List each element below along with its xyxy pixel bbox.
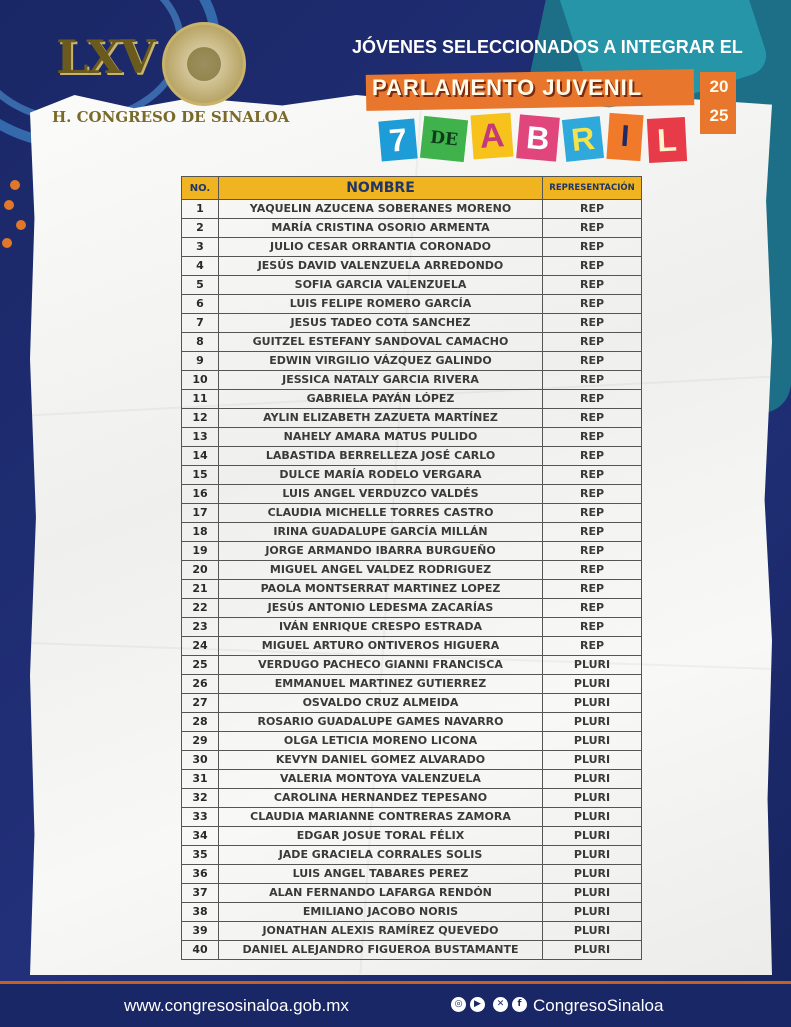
table-row: [182, 276, 642, 295]
row-number: 3: [182, 238, 219, 257]
row-number: 17: [182, 504, 219, 523]
table-row: [182, 466, 642, 485]
row-number: 34: [182, 827, 219, 846]
row-number: 31: [182, 770, 219, 789]
table-row: [182, 656, 642, 675]
row-number: 40: [182, 941, 219, 960]
orange-dot: [4, 200, 14, 210]
event-title: PARLAMENTO JUVENIL: [372, 75, 643, 100]
row-number: 2: [182, 219, 219, 238]
row-representation: PLURI: [543, 903, 642, 922]
row-name: DULCE MARÍA RODELO VERGARA: [219, 466, 543, 485]
row-name: OLGA LETICIA MORENO LICONA: [219, 732, 543, 751]
row-name: CAROLINA HERNANDEZ TEPESANO: [219, 789, 543, 808]
social-handle[interactable]: CongresoSinaloa: [533, 996, 664, 1015]
table-row: [182, 580, 642, 599]
table-row: [182, 238, 642, 257]
row-name: LABASTIDA BERRELLEZA JOSÉ CARLO: [219, 447, 543, 466]
table-row: [182, 846, 642, 865]
row-number: 37: [182, 884, 219, 903]
table-row: [182, 257, 642, 276]
table-row: [182, 295, 642, 314]
table-row: [182, 751, 642, 770]
year-bottom: 25: [709, 106, 729, 125]
row-representation: REP: [543, 447, 642, 466]
table-row: [182, 200, 642, 219]
column-header-number: NO.: [182, 177, 219, 200]
table-row: [182, 561, 642, 580]
row-name: IRINA GUADALUPE GARCÍA MILLÁN: [219, 523, 543, 542]
row-number: 25: [182, 656, 219, 675]
row-representation: REP: [543, 580, 642, 599]
row-number: 8: [182, 333, 219, 352]
table-row: [182, 371, 642, 390]
state-seal-icon: [162, 22, 246, 106]
row-number: 7: [182, 314, 219, 333]
table-row: [182, 219, 642, 238]
row-number: 32: [182, 789, 219, 808]
row-representation: PLURI: [543, 732, 642, 751]
row-number: 19: [182, 542, 219, 561]
table-row: [182, 808, 642, 827]
table-row: [182, 713, 642, 732]
row-name: JULIO CESAR ORRANTIA CORONADO: [219, 238, 543, 257]
table-row: [182, 941, 642, 960]
row-representation: PLURI: [543, 770, 642, 789]
row-representation: REP: [543, 333, 642, 352]
x-icon[interactable]: ✕: [493, 997, 508, 1012]
row-representation: REP: [543, 599, 642, 618]
orange-dot: [2, 238, 12, 248]
row-name: EDGAR JOSUE TORAL FÉLIX: [219, 827, 543, 846]
row-number: 33: [182, 808, 219, 827]
table-row: [182, 599, 642, 618]
date-day: 7: [378, 119, 417, 162]
row-number: 10: [182, 371, 219, 390]
table-row: [182, 884, 642, 903]
row-number: 20: [182, 561, 219, 580]
row-name: EMMANUEL MARTINEZ GUTIERREZ: [219, 675, 543, 694]
row-number: 14: [182, 447, 219, 466]
row-name: MIGUEL ARTURO ONTIVEROS HIGUERA: [219, 637, 543, 656]
table-row: [182, 504, 642, 523]
row-representation: REP: [543, 542, 642, 561]
row-name: SOFIA GARCIA VALENZUELA: [219, 276, 543, 295]
row-number: 1: [182, 200, 219, 219]
row-number: 12: [182, 409, 219, 428]
table-row: [182, 865, 642, 884]
table-row: [182, 409, 642, 428]
row-representation: PLURI: [543, 789, 642, 808]
row-representation: REP: [543, 257, 642, 276]
row-representation: PLURI: [543, 846, 642, 865]
row-number: 13: [182, 428, 219, 447]
row-name: GABRIELA PAYÁN LÓPEZ: [219, 390, 543, 409]
date-month-letter: R: [562, 116, 604, 162]
row-name: CLAUDIA MICHELLE TORRES CASTRO: [219, 504, 543, 523]
congress-logo: [44, 22, 290, 132]
row-number: 16: [182, 485, 219, 504]
table-row: [182, 827, 642, 846]
row-number: 28: [182, 713, 219, 732]
column-header-name: NOMBRE: [219, 177, 543, 200]
row-representation: REP: [543, 561, 642, 580]
table-row: [182, 903, 642, 922]
row-name: JESSICA NATALY GARCIA RIVERA: [219, 371, 543, 390]
row-representation: PLURI: [543, 922, 642, 941]
row-representation: PLURI: [543, 751, 642, 770]
table-row: [182, 618, 642, 637]
year-top: 20: [709, 77, 729, 96]
legislature-number: LXV: [56, 30, 154, 84]
row-representation: REP: [543, 390, 642, 409]
row-representation: REP: [543, 371, 642, 390]
row-representation: REP: [543, 276, 642, 295]
date-month-letter: A: [471, 113, 514, 160]
row-name: PAOLA MONTSERRAT MARTINEZ LOPEZ: [219, 580, 543, 599]
row-representation: PLURI: [543, 941, 642, 960]
row-number: 21: [182, 580, 219, 599]
table-row: [182, 485, 642, 504]
row-representation: PLURI: [543, 675, 642, 694]
table-row: [182, 675, 642, 694]
row-name: LUIS ANGEL VERDUZCO VALDÉS: [219, 485, 543, 504]
row-representation: PLURI: [543, 656, 642, 675]
row-name: DANIEL ALEJANDRO FIGUEROA BUSTAMANTE: [219, 941, 543, 960]
row-representation: REP: [543, 504, 642, 523]
row-number: 24: [182, 637, 219, 656]
table-body: [182, 200, 642, 960]
row-name: JONATHAN ALEXIS RAMÍREZ QUEVEDO: [219, 922, 543, 941]
table-row: [182, 523, 642, 542]
row-name: KEVYN DANIEL GOMEZ ALVARADO: [219, 751, 543, 770]
table-row: [182, 732, 642, 751]
row-representation: PLURI: [543, 827, 642, 846]
row-name: LUIS FELIPE ROMERO GARCÍA: [219, 295, 543, 314]
table-row: [182, 637, 642, 656]
table-row: [182, 922, 642, 941]
row-number: 26: [182, 675, 219, 694]
table-row: [182, 390, 642, 409]
table-row: [182, 352, 642, 371]
row-representation: REP: [543, 238, 642, 257]
facebook-icon[interactable]: f: [512, 997, 527, 1012]
row-number: 15: [182, 466, 219, 485]
row-name: OSVALDO CRUZ ALMEIDA: [219, 694, 543, 713]
header-subtitle: JÓVENES SELECCIONADOS A INTEGRAR EL: [352, 37, 743, 57]
row-name: GUITZEL ESTEFANY SANDOVAL CAMACHO: [219, 333, 543, 352]
row-name: JESÚS ANTONIO LEDESMA ZACARÍAS: [219, 599, 543, 618]
row-name: EDWIN VIRGILIO VÁZQUEZ GALINDO: [219, 352, 543, 371]
row-number: 30: [182, 751, 219, 770]
selected-youth-table: [181, 176, 642, 960]
table-row: [182, 542, 642, 561]
row-representation: REP: [543, 523, 642, 542]
date-month-letter: I: [606, 113, 643, 161]
table-row: [182, 447, 642, 466]
row-name: CLAUDIA MARIANNE CONTRERAS ZAMORA: [219, 808, 543, 827]
row-number: 11: [182, 390, 219, 409]
row-representation: REP: [543, 466, 642, 485]
row-representation: PLURI: [543, 713, 642, 732]
row-name: VALERIA MONTOYA VALENZUELA: [219, 770, 543, 789]
row-name: JADE GRACIELA CORRALES SOLIS: [219, 846, 543, 865]
row-name: EMILIANO JACOBO NORIS: [219, 903, 543, 922]
row-number: 29: [182, 732, 219, 751]
row-representation: REP: [543, 314, 642, 333]
row-representation: REP: [543, 637, 642, 656]
row-name: MIGUEL ANGEL VALDEZ RODRIGUEZ: [219, 561, 543, 580]
row-representation: REP: [543, 409, 642, 428]
row-name: IVÁN ENRIQUE CRESPO ESTRADA: [219, 618, 543, 637]
youtube-icon[interactable]: ▶: [470, 997, 485, 1012]
date-de: DE: [420, 116, 468, 162]
row-representation: REP: [543, 295, 642, 314]
row-number: 22: [182, 599, 219, 618]
row-name: JESÚS DAVID VALENZUELA ARREDONDO: [219, 257, 543, 276]
row-number: 35: [182, 846, 219, 865]
row-representation: REP: [543, 485, 642, 504]
date-month-letter: L: [647, 117, 687, 163]
row-number: 6: [182, 295, 219, 314]
row-name: JORGE ARMANDO IBARRA BURGUEÑO: [219, 542, 543, 561]
table-header-row: [182, 177, 642, 200]
row-representation: REP: [543, 352, 642, 371]
row-representation: REP: [543, 428, 642, 447]
row-number: 4: [182, 257, 219, 276]
table-row: [182, 770, 642, 789]
footer: [0, 981, 791, 1027]
row-number: 27: [182, 694, 219, 713]
table-row: [182, 333, 642, 352]
row-representation: REP: [543, 219, 642, 238]
row-number: 38: [182, 903, 219, 922]
row-name: JESUS TADEO COTA SANCHEZ: [219, 314, 543, 333]
row-name: VERDUGO PACHECO GIANNI FRANCISCA: [219, 656, 543, 675]
table-row: [182, 314, 642, 333]
row-name: LUIS ANGEL TABARES PEREZ: [219, 865, 543, 884]
row-number: 9: [182, 352, 219, 371]
row-representation: REP: [543, 200, 642, 219]
row-name: NAHELY AMARA MATUS PULIDO: [219, 428, 543, 447]
row-number: 18: [182, 523, 219, 542]
orange-dot: [16, 220, 26, 230]
row-representation: PLURI: [543, 694, 642, 713]
row-name: AYLIN ELIZABETH ZAZUETA MARTÍNEZ: [219, 409, 543, 428]
instagram-icon[interactable]: ◎: [451, 997, 466, 1012]
row-representation: PLURI: [543, 808, 642, 827]
row-representation: PLURI: [543, 884, 642, 903]
table-row: [182, 428, 642, 447]
row-representation: REP: [543, 618, 642, 637]
row-number: 5: [182, 276, 219, 295]
institution-name: H. CONGRESO DE SINALOA: [52, 108, 290, 126]
row-number: 23: [182, 618, 219, 637]
event-year: [703, 72, 735, 130]
date-month-letter: B: [516, 114, 560, 161]
row-name: ROSARIO GUADALUPE GAMES NAVARRO: [219, 713, 543, 732]
row-name: YAQUELIN AZUCENA SOBERANES MORENO: [219, 200, 543, 219]
row-number: 36: [182, 865, 219, 884]
orange-dot: [10, 180, 20, 190]
column-header-representation: REPRESENTACIÓN: [543, 177, 642, 200]
row-name: MARÍA CRISTINA OSORIO ARMENTA: [219, 219, 543, 238]
table-row: [182, 694, 642, 713]
website-link[interactable]: www.congresosinaloa.gob.mx: [124, 996, 349, 1015]
row-name: ALAN FERNANDO LAFARGA RENDÓN: [219, 884, 543, 903]
table-row: [182, 789, 642, 808]
row-number: 39: [182, 922, 219, 941]
row-representation: PLURI: [543, 865, 642, 884]
